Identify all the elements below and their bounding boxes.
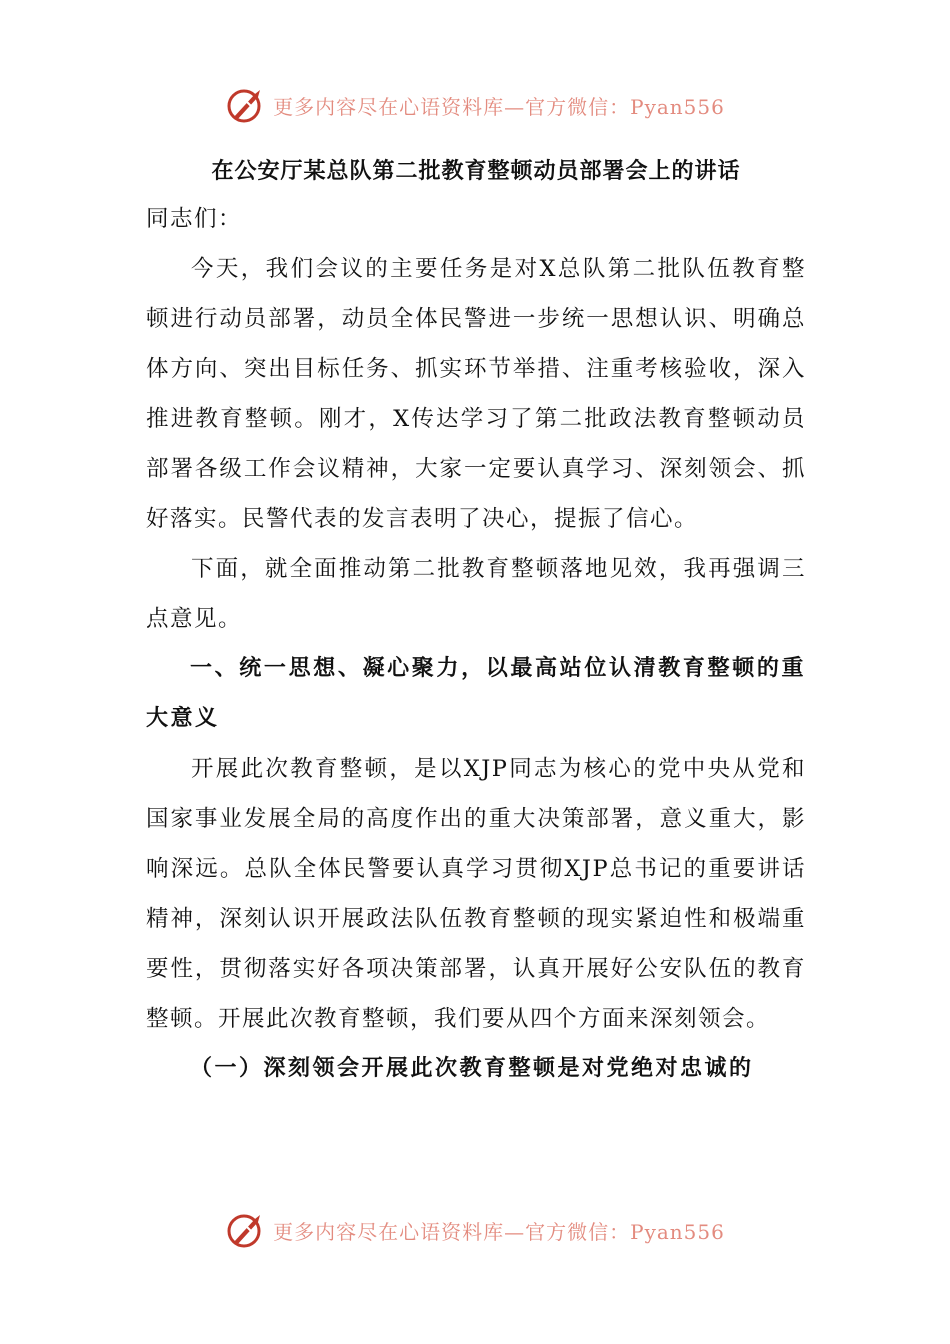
- pen-nib-logo-icon: [225, 84, 267, 126]
- document-title: 在公安厅某总队第二批教育整顿动员部署会上的讲话: [211, 159, 741, 184]
- greeting: 同志们：: [146, 206, 243, 232]
- paragraph: 开展此次教育整顿，是以XJP同志为核心的党中央从党和国家事业发展全局的高度作出的重大决策部署，意义重大，影响深远。总队全体民警要认真学习贯彻XJP总书记的重要讲话精神，深刻认识开展政法队伍教育整顿的现实紧迫性和极端重要性，贯彻落实好各项决策部署，认真开展好公安队伍的教育整顿。开展此次教育整顿，我们要从四个方面来深刻领会。: [146, 756, 806, 1032]
- watermark-top: [0, 80, 950, 130]
- subsection-heading: （一）深刻领会开展此次教育整顿是对党绝对忠诚的: [190, 1056, 754, 1081]
- watermark-text: 更多内容尽在心语资料库—官方微信：Pyan556: [273, 1219, 725, 1244]
- paragraph: 下面，就全面推动第二批教育整顿落地见效，我再强调三点意见。: [146, 556, 806, 632]
- paragraph: 今天，我们会议的主要任务是对X总队第二批队伍教育整顿进行动员部署，动员全体民警进一步统一思想认识、明确总体方向、突出目标任务、抓实环节举措、注重考核验收，深入推进教育整顿。刚才，X传达学习了第二批政法教育整顿动员部署各级工作会议精神，大家一定要认真学习、深刻领会、抓好落实。民警代表的发言表明了决心，提振了信心。: [146, 256, 806, 532]
- section-heading: 一、统一思想、凝心聚力，以最高站位认清教育整顿的重大意义: [146, 656, 806, 731]
- document-body: [146, 150, 806, 1094]
- watermark-bottom: [0, 1205, 950, 1255]
- watermark-text: 更多内容尽在心语资料库—官方微信：Pyan556: [273, 94, 725, 119]
- pen-nib-logo-icon: [225, 1209, 267, 1251]
